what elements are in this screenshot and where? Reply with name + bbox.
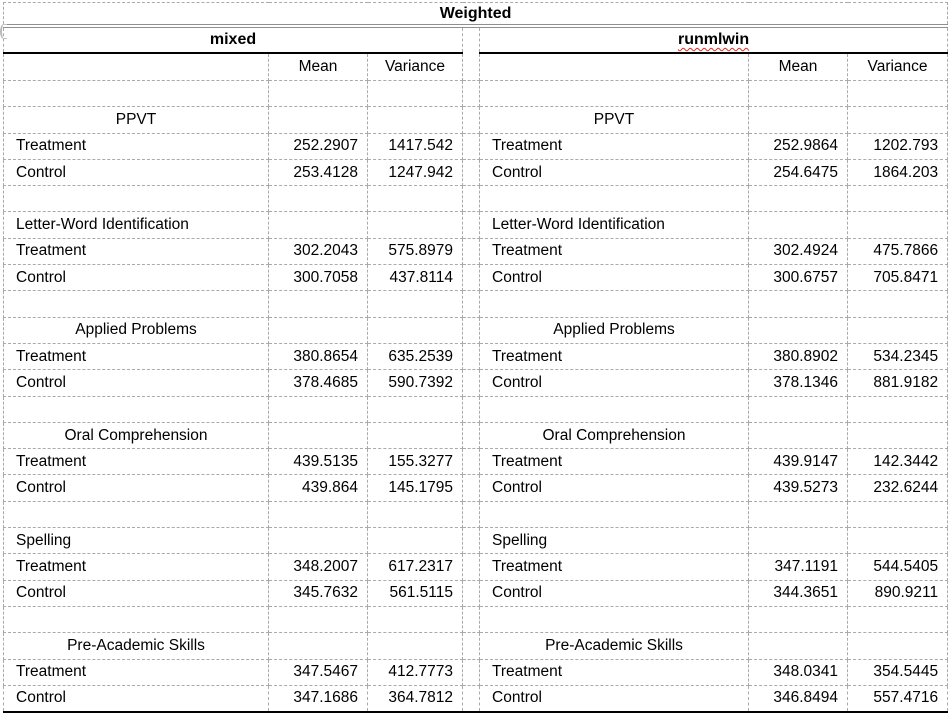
variance-value-mixed: 145.1795 (368, 475, 463, 501)
spacer-row (4, 501, 948, 527)
data-row (4, 133, 948, 159)
row-label-mixed: Control (4, 370, 269, 396)
variance-header-runmlwin: Variance (848, 53, 948, 81)
row-label-runmlwin: Control (480, 159, 749, 185)
spacer-cell (848, 81, 948, 107)
mean-value-mixed: 253.4128 (269, 159, 368, 185)
empty-cell (368, 107, 463, 133)
empty-cell (368, 422, 463, 448)
spacer-cell (269, 501, 368, 527)
empty-cell (269, 317, 368, 343)
spacer-cell (269, 291, 368, 317)
gap-cell (463, 449, 480, 475)
title-row (4, 3, 948, 27)
section-label-row (4, 107, 948, 133)
empty-cell (269, 633, 368, 659)
row-label-runmlwin: Control (480, 580, 749, 606)
data-row (4, 580, 948, 606)
spacer-cell (368, 606, 463, 632)
mean-value-mixed: 302.2043 (269, 238, 368, 264)
spacer-row (4, 81, 948, 107)
row-label-mixed: Treatment (4, 133, 269, 159)
variance-value-runmlwin: 142.3442 (848, 449, 948, 475)
variance-value-runmlwin: 475.7866 (848, 238, 948, 264)
spacer-cell (749, 291, 848, 317)
empty-cell (749, 422, 848, 448)
variance-value-runmlwin: 534.2345 (848, 343, 948, 369)
variance-value-runmlwin: 881.9182 (848, 370, 948, 396)
spacer-cell (269, 606, 368, 632)
spacer-cell (848, 396, 948, 422)
variance-value-mixed: 412.7773 (368, 659, 463, 685)
variance-value-mixed: 575.8979 (368, 238, 463, 264)
gap-cell (463, 606, 480, 632)
variance-value-mixed: 1417.542 (368, 133, 463, 159)
empty-cell (848, 107, 948, 133)
gap-cell (463, 659, 480, 685)
gap-cell (463, 633, 480, 659)
empty-cell (749, 212, 848, 238)
spacer-cell (480, 186, 749, 212)
table-title: Weighted (4, 3, 948, 27)
mean-value-mixed: 345.7632 (269, 580, 368, 606)
row-label-mixed: Treatment (4, 659, 269, 685)
row-label-runmlwin: Control (480, 370, 749, 396)
section-label-row (4, 422, 948, 448)
gap-cell (463, 396, 480, 422)
mean-value-mixed: 347.5467 (269, 659, 368, 685)
variance-value-runmlwin: 557.4716 (848, 685, 948, 712)
data-row (4, 370, 948, 396)
gap-cell (463, 107, 480, 133)
mean-value-mixed: 439.5135 (269, 449, 368, 475)
empty-cell (368, 633, 463, 659)
column-header-row (4, 53, 948, 81)
spacer-cell (4, 396, 269, 422)
empty-cell (368, 317, 463, 343)
data-row (4, 238, 948, 264)
empty-cell (749, 528, 848, 554)
row-label-mixed: Control (4, 685, 269, 712)
empty-cell (848, 633, 948, 659)
spacer-cell (4, 291, 269, 317)
section-label-row (4, 528, 948, 554)
empty-cell (368, 528, 463, 554)
gap-cell (463, 26, 480, 53)
spacer-cell (749, 501, 848, 527)
empty-cell (848, 422, 948, 448)
section-label-mixed: Oral Comprehension (4, 422, 269, 448)
gap-cell (463, 186, 480, 212)
mean-value-mixed: 300.7058 (269, 265, 368, 291)
spacer-cell (269, 186, 368, 212)
spacer-cell (749, 81, 848, 107)
spacer-cell (4, 81, 269, 107)
group-header-runmlwin (480, 26, 948, 53)
gap-cell (463, 554, 480, 580)
mean-value-runmlwin: 344.3651 (749, 580, 848, 606)
data-row (4, 449, 948, 475)
spacer-cell (480, 396, 749, 422)
variance-value-mixed: 617.2317 (368, 554, 463, 580)
mean-value-runmlwin: 302.4924 (749, 238, 848, 264)
data-row (4, 159, 948, 185)
row-label-mixed: Control (4, 475, 269, 501)
empty-cell (269, 422, 368, 448)
gap-cell (463, 212, 480, 238)
spacer-cell (480, 291, 749, 317)
group-header-mixed (4, 26, 463, 53)
spacer-cell (848, 501, 948, 527)
mean-value-runmlwin: 347.1191 (749, 554, 848, 580)
row-label-runmlwin: Control (480, 685, 749, 712)
gap-cell (463, 580, 480, 606)
mean-header-runmlwin: Mean (749, 53, 848, 81)
empty-cell (749, 633, 848, 659)
variance-value-runmlwin: 544.5405 (848, 554, 948, 580)
spacer-row (4, 186, 948, 212)
row-label-runmlwin: Treatment (480, 133, 749, 159)
spacer-cell (749, 186, 848, 212)
section-label-runmlwin: Letter-Word Identification (480, 212, 749, 238)
spacer-cell (368, 81, 463, 107)
empty-cell (749, 317, 848, 343)
mean-value-mixed: 380.8654 (269, 343, 368, 369)
gap-cell (463, 238, 480, 264)
gap-cell (463, 159, 480, 185)
row-label-header (480, 53, 749, 81)
data-row (4, 343, 948, 369)
empty-cell (368, 212, 463, 238)
spacer-cell (269, 81, 368, 107)
mean-value-runmlwin: 439.9147 (749, 449, 848, 475)
mean-value-mixed: 378.4685 (269, 370, 368, 396)
spacer-row (4, 396, 948, 422)
spacer-cell (480, 606, 749, 632)
spacer-cell (848, 606, 948, 632)
mean-value-runmlwin: 439.5273 (749, 475, 848, 501)
variance-value-mixed: 635.2539 (368, 343, 463, 369)
group-label-runmlwin-spellcheck: runmlwin (677, 31, 750, 48)
gap-cell (463, 475, 480, 501)
mean-value-mixed: 347.1686 (269, 685, 368, 712)
data-row (4, 475, 948, 501)
group-label-mixed: mixed (209, 31, 257, 48)
row-label-runmlwin: Treatment (480, 238, 749, 264)
gap-cell (463, 685, 480, 712)
weighted-comparison-table (3, 2, 948, 713)
variance-value-mixed: 155.3277 (368, 449, 463, 475)
section-label-mixed: Applied Problems (4, 317, 269, 343)
gap-cell (463, 343, 480, 369)
gap-cell (463, 501, 480, 527)
spacer-cell (4, 501, 269, 527)
row-label-runmlwin: Treatment (480, 449, 749, 475)
row-label-mixed: Control (4, 580, 269, 606)
gap-cell (463, 422, 480, 448)
mean-value-mixed: 439.864 (269, 475, 368, 501)
data-row (4, 659, 948, 685)
spacer-cell (368, 396, 463, 422)
mean-value-runmlwin: 300.6757 (749, 265, 848, 291)
variance-value-runmlwin: 232.6244 (848, 475, 948, 501)
gap-cell (463, 528, 480, 554)
group-header-row (4, 26, 948, 53)
row-label-runmlwin: Treatment (480, 343, 749, 369)
section-label-mixed: Letter-Word Identification (4, 212, 269, 238)
spacer-cell (848, 186, 948, 212)
variance-value-mixed: 561.5115 (368, 580, 463, 606)
table-header-rows (4, 3, 948, 81)
spacer-cell (368, 186, 463, 212)
row-label-runmlwin: Treatment (480, 554, 749, 580)
variance-value-mixed: 437.8114 (368, 265, 463, 291)
mean-value-runmlwin: 378.1346 (749, 370, 848, 396)
row-label-mixed: Treatment (4, 238, 269, 264)
spacer-cell (368, 501, 463, 527)
spacer-row (4, 606, 948, 632)
spacer-cell (480, 81, 749, 107)
mean-value-runmlwin: 380.8902 (749, 343, 848, 369)
section-label-row (4, 212, 948, 238)
row-label-mixed: Treatment (4, 449, 269, 475)
data-row (4, 265, 948, 291)
spacer-cell (269, 396, 368, 422)
section-label-runmlwin: Spelling (480, 528, 749, 554)
section-label-mixed: Pre-Academic Skills (4, 633, 269, 659)
mean-header-mixed: Mean (269, 53, 368, 81)
empty-cell (848, 528, 948, 554)
spacer-cell (4, 186, 269, 212)
table-data-rows (4, 81, 948, 713)
spacer-cell (749, 396, 848, 422)
section-label-row (4, 317, 948, 343)
variance-value-runmlwin: 1864.203 (848, 159, 948, 185)
spacer-row (4, 291, 948, 317)
mean-value-runmlwin: 346.8494 (749, 685, 848, 712)
row-label-mixed: Control (4, 265, 269, 291)
gap-cell (463, 317, 480, 343)
gap-cell (463, 370, 480, 396)
gap-cell (463, 81, 480, 107)
variance-value-runmlwin: 705.8471 (848, 265, 948, 291)
empty-cell (848, 212, 948, 238)
row-label-mixed: Treatment (4, 343, 269, 369)
row-label-runmlwin: Treatment (480, 659, 749, 685)
section-label-runmlwin: PPVT (480, 107, 749, 133)
row-label-mixed: Control (4, 159, 269, 185)
empty-cell (269, 528, 368, 554)
empty-cell (749, 107, 848, 133)
data-row (4, 554, 948, 580)
page-edge-artifact-mark (0, 24, 7, 39)
spacer-cell (368, 291, 463, 317)
variance-value-mixed: 590.7392 (368, 370, 463, 396)
mean-value-runmlwin: 252.9864 (749, 133, 848, 159)
section-label-mixed: PPVT (4, 107, 269, 133)
spacer-cell (4, 606, 269, 632)
gap-cell (463, 291, 480, 317)
mean-value-mixed: 348.2007 (269, 554, 368, 580)
variance-value-runmlwin: 890.9211 (848, 580, 948, 606)
variance-value-runmlwin: 1202.793 (848, 133, 948, 159)
variance-value-mixed: 364.7812 (368, 685, 463, 712)
spacer-cell (480, 501, 749, 527)
mean-value-runmlwin: 348.0341 (749, 659, 848, 685)
gap-cell (463, 53, 480, 81)
section-label-runmlwin: Applied Problems (480, 317, 749, 343)
variance-header-mixed: Variance (368, 53, 463, 81)
section-label-runmlwin: Pre-Academic Skills (480, 633, 749, 659)
spacer-cell (749, 606, 848, 632)
row-label-header (4, 53, 269, 81)
variance-value-mixed: 1247.942 (368, 159, 463, 185)
data-row (4, 685, 948, 712)
spacer-cell (848, 291, 948, 317)
empty-cell (269, 212, 368, 238)
row-label-runmlwin: Control (480, 475, 749, 501)
gap-cell (463, 265, 480, 291)
row-label-runmlwin: Control (480, 265, 749, 291)
mean-value-mixed: 252.2907 (269, 133, 368, 159)
section-label-mixed: Spelling (4, 528, 269, 554)
section-label-runmlwin: Oral Comprehension (480, 422, 749, 448)
variance-value-runmlwin: 354.5445 (848, 659, 948, 685)
row-label-mixed: Treatment (4, 554, 269, 580)
gap-cell (463, 133, 480, 159)
empty-cell (269, 107, 368, 133)
mean-value-runmlwin: 254.6475 (749, 159, 848, 185)
section-label-row (4, 633, 948, 659)
empty-cell (848, 317, 948, 343)
